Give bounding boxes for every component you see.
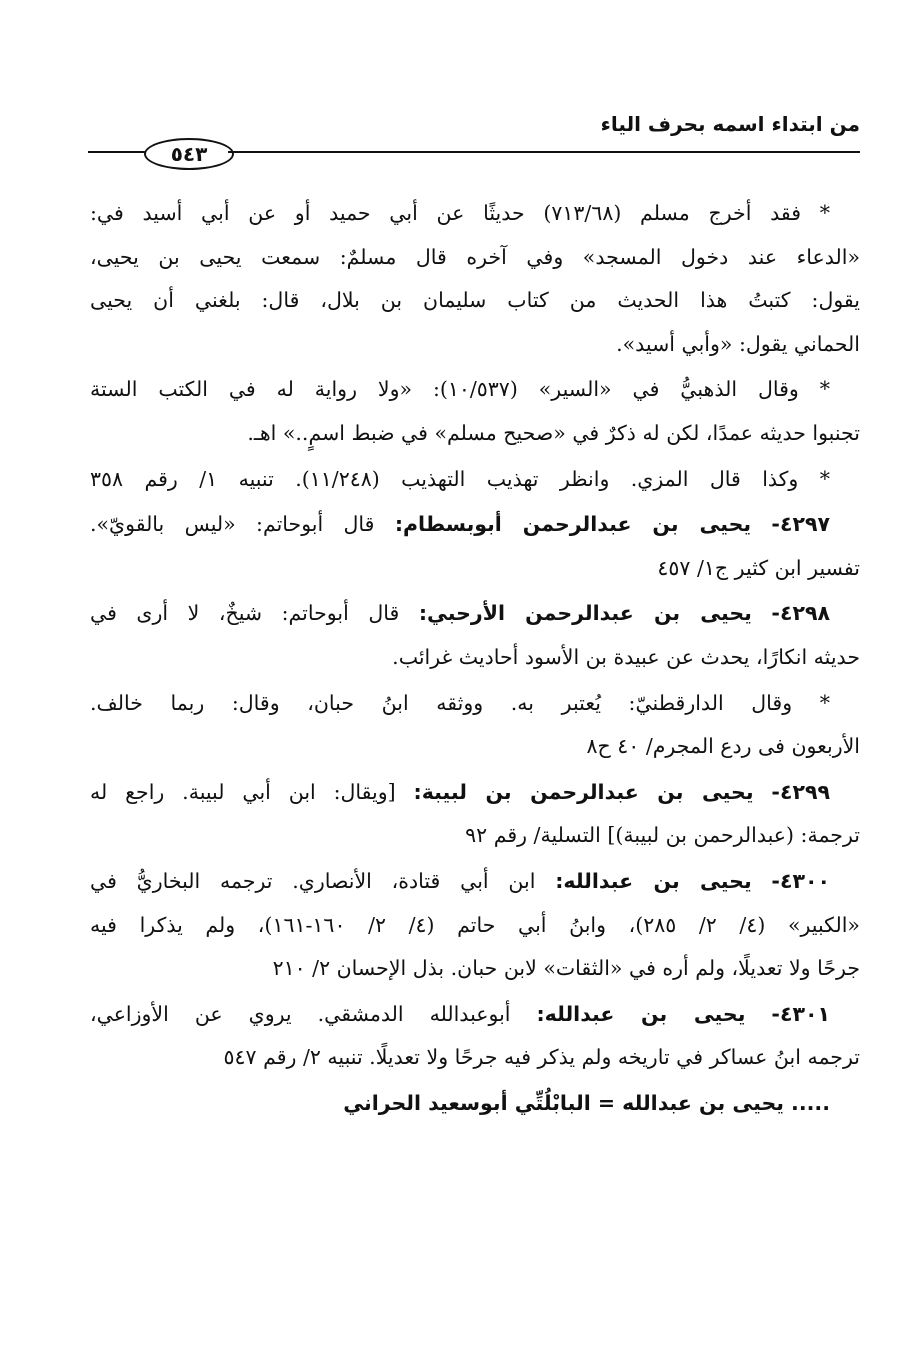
- text-line: ٤٢٩٨- يحيى بن عبدالرحمن الأرحبي: قال أبوحاتم: شيخٌ، لا أرى في: [90, 601, 830, 626]
- entry-name: يحيى بن عبدالرحمن أبوبسطام:: [394, 512, 752, 537]
- text-line: ترجمه ابنُ عساكر في تاريخه ولم يذكر فيه جرحًا ولا تعديلًا. تنبيه ٢/ رقم ٥٤٧: [223, 1045, 860, 1070]
- entry-4297: [90, 503, 860, 590]
- entry-number: ٤٣٠١-: [771, 1001, 830, 1026]
- entry-name: يحيى بن عبدالرحمن بن لبيبة:: [413, 779, 754, 804]
- header-rule: [228, 151, 860, 153]
- text-line: الحماني يقول: «وأبي أسيد».: [616, 331, 860, 356]
- text-line: «الكبير» (٤/ ٢/ ٢٨٥)، وابنُ أبي حاتم (٤/ ٢/ ١٦٠-١٦١)، ولم يذكرا فيه: [90, 912, 860, 937]
- header-rule-left: [88, 151, 146, 153]
- entry-4301: [90, 993, 860, 1080]
- entry-number: ٤٣٠٠-: [771, 868, 830, 893]
- cross-reference: [90, 1082, 860, 1126]
- text-line: * وكذا قال المزي. وانظر تهذيب التهذيب (١١/٢٤٨). تنبيه ١/ رقم ٣٥٨: [90, 466, 830, 491]
- page-number: ٥٤٣: [144, 138, 234, 170]
- entry-4300: [90, 860, 860, 991]
- note-paragraph: [90, 192, 860, 366]
- text-line: ٤٣٠١- يحيى بن عبدالله: أبوعبدالله الدمشقي. يروي عن الأوزاعي،: [90, 1001, 830, 1026]
- text-line: تجنبوا حديثه عمدًا، لكن له ذكرٌ في «صحيح مسلم» في ضبط اسمٍ..» اهـ.: [247, 420, 860, 445]
- entry-4299: [90, 771, 860, 858]
- entry-number: ٤٢٩٨-: [771, 601, 830, 626]
- text-line: ٤٢٩٩- يحيى بن عبدالرحمن بن لبيبة: [ويقال: ابن أبي لبيبة. راجع له: [90, 779, 830, 804]
- entry-name: يحيى بن عبدالله:: [536, 1001, 746, 1026]
- entry-number: ٤٢٩٧-: [771, 512, 830, 537]
- running-title: من ابتداء اسمه بحرف الياء: [600, 112, 860, 136]
- text-line: ترجمة: (عبدالرحمن بن لبيبة)] التسلية/ رقم ٩٢: [465, 823, 860, 848]
- note-paragraph: [90, 682, 860, 769]
- text-line: * وقال الدارقطنيّ: يُعتبر به. ووثقه ابنُ حبان، وقال: ربما خالف.: [90, 690, 830, 715]
- text-line: «الدعاء عند دخول المسجد» وفي آخره قال مسلمٌ: سمعت يحيى بن يحيى،: [90, 244, 860, 269]
- text-line: جرحًا ولا تعديلًا، ولم أره في «الثقات» لابن حبان. بذل الإحسان ٢/ ٢١٠: [272, 956, 860, 981]
- entry-name: يحيى بن عبدالله:: [555, 868, 752, 893]
- text-line: حديثه انكارًا، يحدث عن عبيدة بن الأسود أحاديث غرائب.: [392, 644, 860, 669]
- note-paragraph: [90, 368, 860, 455]
- entry-4298: [90, 592, 860, 679]
- text-line: * وقال الذهبيُّ في «السير» (١٠/٥٣٧): «ولا رواية له في الكتب الستة: [90, 377, 830, 402]
- text-line: الأربعون فى ردع المجرم/ ٤٠ ح٨: [586, 734, 860, 759]
- page-body: [90, 192, 860, 1125]
- page-header: [88, 112, 860, 166]
- text-line: [90, 1082, 860, 1126]
- entry-name: ..... يحيى بن عبدالله = البابْلُتِّي أبوسعيد الحراني: [343, 1090, 830, 1115]
- entry-name: يحيى بن عبدالرحمن الأرحبي:: [418, 601, 752, 626]
- text-line: ٤٢٩٧- يحيى بن عبدالرحمن أبوبسطام: قال أبوحاتم: «ليس بالقويّ».: [90, 512, 830, 537]
- text-line: * فقد أخرج مسلم (٧١٣/٦٨) حديثًا عن أبي حميد أو عن أبي أسيد في:: [90, 201, 831, 225]
- text-line: ٤٣٠٠- يحيى بن عبدالله: ابن أبي قتادة، الأنصاري. ترجمه البخاريُّ في: [90, 868, 830, 893]
- text-line: يقول: كتبتُ هذا الحديث من كتاب سليمان بن بلال، قال: بلغني أن يحيى: [90, 288, 860, 313]
- text-line: تفسير ابن كثير ج١/ ٤٥٧: [657, 555, 860, 580]
- entry-number: ٤٢٩٩-: [771, 779, 830, 804]
- note-paragraph: [90, 458, 860, 502]
